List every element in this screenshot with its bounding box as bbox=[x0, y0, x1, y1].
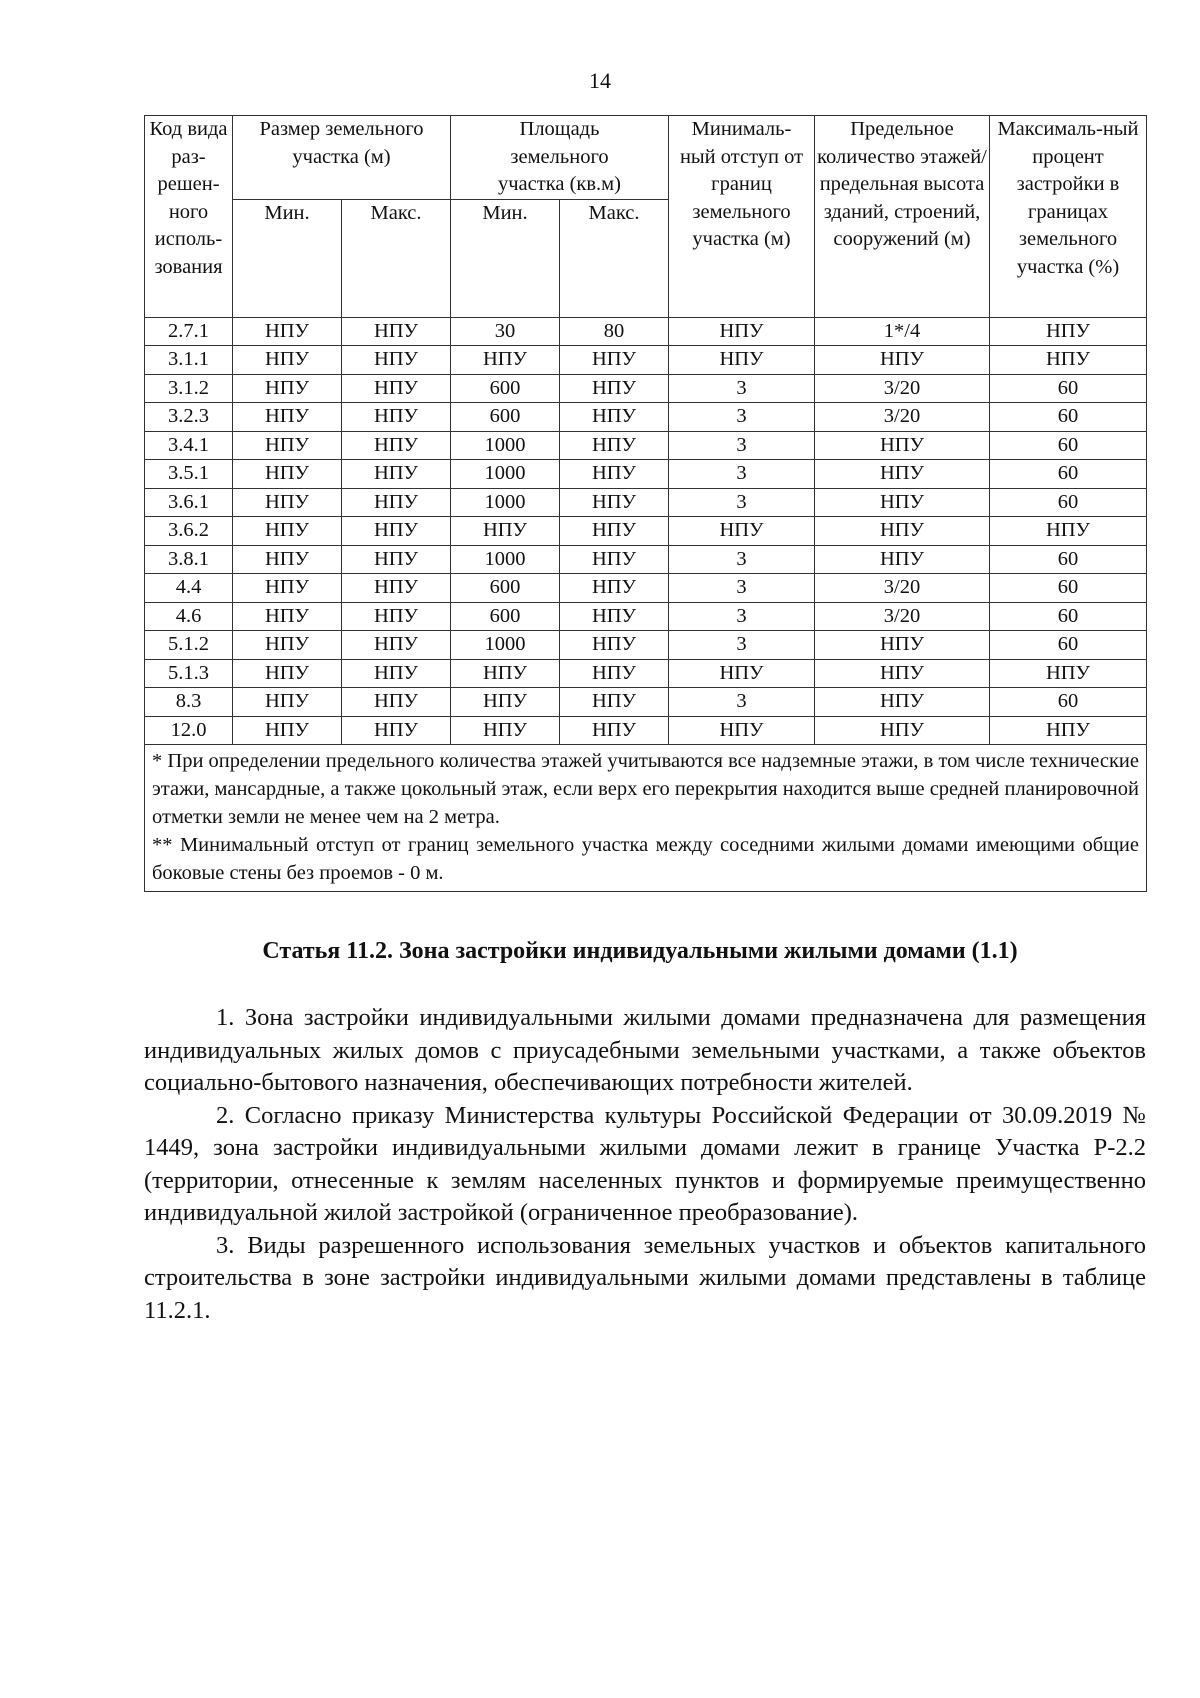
table-header bbox=[145, 116, 1147, 318]
cell-floors: НПУ bbox=[815, 688, 990, 717]
cell-area-min: НПУ bbox=[451, 688, 560, 717]
cell-size-min: НПУ bbox=[233, 688, 342, 717]
cell-code: 4.6 bbox=[145, 602, 233, 631]
cell-size-max: НПУ bbox=[342, 716, 451, 745]
cell-setback: НПУ bbox=[669, 517, 815, 546]
cell-floors: НПУ bbox=[815, 716, 990, 745]
table-footnotes bbox=[145, 745, 1147, 892]
cell-size-min: НПУ bbox=[233, 460, 342, 489]
cell-setback: НПУ bbox=[669, 659, 815, 688]
header-size-min: Мин. bbox=[233, 199, 342, 317]
header-setback: Минималь-ный отступ от границ земельного участка (м) bbox=[669, 116, 815, 318]
table-row bbox=[145, 631, 1147, 660]
header-code: Код вида раз-решен-ного исполь-зования bbox=[145, 116, 233, 318]
cell-area-min: 1000 bbox=[451, 431, 560, 460]
cell-setback: НПУ bbox=[669, 716, 815, 745]
cell-setback: НПУ bbox=[669, 346, 815, 375]
page-number: 14 bbox=[589, 68, 611, 93]
cell-size-max: НПУ bbox=[342, 317, 451, 346]
cell-size-max: НПУ bbox=[342, 374, 451, 403]
header-area-min: Мин. bbox=[451, 199, 560, 317]
header-area-group: Площадь земельного участка (кв.м) bbox=[451, 116, 669, 200]
cell-area-min: НПУ bbox=[451, 517, 560, 546]
cell-code: 5.1.2 bbox=[145, 631, 233, 660]
cell-coverage: НПУ bbox=[990, 659, 1147, 688]
cell-area-min: 30 bbox=[451, 317, 560, 346]
footnote-floors: * При определении предельного количества этажей учитываются все надземные этажи, в том числе технические этажи, мансардные, а также цокольный этаж, если верх его перекрытия находится выше средней планировочной отметки земли не менее чем на 2 метра. bbox=[152, 750, 1139, 828]
cell-size-max: НПУ bbox=[342, 631, 451, 660]
cell-area-min: НПУ bbox=[451, 659, 560, 688]
cell-coverage: НПУ bbox=[990, 517, 1147, 546]
article-body bbox=[144, 1002, 1146, 1327]
cell-setback: 3 bbox=[669, 431, 815, 460]
cell-area-max: НПУ bbox=[560, 403, 669, 432]
cell-size-min: НПУ bbox=[233, 346, 342, 375]
cell-setback: 3 bbox=[669, 488, 815, 517]
cell-coverage: 60 bbox=[990, 488, 1147, 517]
cell-area-min: НПУ bbox=[451, 716, 560, 745]
cell-floors: НПУ bbox=[815, 631, 990, 660]
cell-size-min: НПУ bbox=[233, 488, 342, 517]
cell-size-min: НПУ bbox=[233, 602, 342, 631]
article-paragraph: 2. Согласно приказу Министерства культуры Российской Федерации от 30.09.2019 № 1449, зона застройки индивидуальными жилыми домами лежит в границе Участка Р-2.2 (территории, отнесенные к землям населенных пунктов и формируемые преимущественно индивидуальной жилой застройкой (ограниченное преобразование). bbox=[144, 1101, 1146, 1226]
header-floors: Предельное количество этажей/ предельная высота зданий, строений, сооружений (м) bbox=[815, 116, 990, 318]
cell-size-min: НПУ bbox=[233, 517, 342, 546]
table-row bbox=[145, 602, 1147, 631]
cell-coverage: 60 bbox=[990, 545, 1147, 574]
cell-area-min: 1000 bbox=[451, 460, 560, 489]
cell-code: 3.6.2 bbox=[145, 517, 233, 546]
table-row bbox=[145, 488, 1147, 517]
cell-setback: НПУ bbox=[669, 317, 815, 346]
cell-area-max: НПУ bbox=[560, 602, 669, 631]
cell-floors: НПУ bbox=[815, 431, 990, 460]
cell-floors: 3/20 bbox=[815, 403, 990, 432]
cell-size-max: НПУ bbox=[342, 403, 451, 432]
cell-code: 3.2.3 bbox=[145, 403, 233, 432]
cell-size-min: НПУ bbox=[233, 574, 342, 603]
cell-code: 4.4 bbox=[145, 574, 233, 603]
cell-area-min: 600 bbox=[451, 574, 560, 603]
footnote-setback: ** Минимальный отступ от границ земельного участка между соседними жилыми домами имеющими общие боковые стены без проемов - 0 м. bbox=[152, 834, 1139, 884]
cell-setback: 3 bbox=[669, 374, 815, 403]
table-body bbox=[145, 317, 1147, 892]
header-size-group: Размер земельного участка (м) bbox=[233, 116, 451, 200]
cell-area-min: 1000 bbox=[451, 631, 560, 660]
cell-area-max: НПУ bbox=[560, 659, 669, 688]
cell-size-max: НПУ bbox=[342, 488, 451, 517]
cell-setback: 3 bbox=[669, 688, 815, 717]
cell-coverage: 60 bbox=[990, 688, 1147, 717]
cell-size-min: НПУ bbox=[233, 631, 342, 660]
cell-code: 3.1.1 bbox=[145, 346, 233, 375]
cell-setback: 3 bbox=[669, 574, 815, 603]
cell-coverage: НПУ bbox=[990, 346, 1147, 375]
article-title: Статья 11.2. Зона застройки индивидуальными жилыми домами (1.1) bbox=[262, 938, 1018, 964]
table-row bbox=[145, 431, 1147, 460]
table-row bbox=[145, 545, 1147, 574]
cell-size-min: НПУ bbox=[233, 716, 342, 745]
table-row bbox=[145, 688, 1147, 717]
cell-floors: НПУ bbox=[815, 545, 990, 574]
cell-area-max: 80 bbox=[560, 317, 669, 346]
cell-coverage: 60 bbox=[990, 431, 1147, 460]
cell-coverage: НПУ bbox=[990, 317, 1147, 346]
cell-coverage: 60 bbox=[990, 460, 1147, 489]
cell-size-max: НПУ bbox=[342, 431, 451, 460]
table-row bbox=[145, 716, 1147, 745]
cell-size-max: НПУ bbox=[342, 346, 451, 375]
cell-code: 2.7.1 bbox=[145, 317, 233, 346]
cell-size-max: НПУ bbox=[342, 545, 451, 574]
table-row bbox=[145, 659, 1147, 688]
cell-area-max: НПУ bbox=[560, 431, 669, 460]
cell-coverage: НПУ bbox=[990, 716, 1147, 745]
cell-code: 3.8.1 bbox=[145, 545, 233, 574]
cell-floors: НПУ bbox=[815, 488, 990, 517]
land-use-regulations-table bbox=[144, 115, 1147, 892]
cell-size-min: НПУ bbox=[233, 431, 342, 460]
cell-size-min: НПУ bbox=[233, 374, 342, 403]
table-row bbox=[145, 346, 1147, 375]
cell-area-max: НПУ bbox=[560, 346, 669, 375]
cell-size-max: НПУ bbox=[342, 517, 451, 546]
header-coverage: Максималь-ный процент застройки в границах земельного участка (%) bbox=[990, 116, 1147, 318]
cell-size-min: НПУ bbox=[233, 545, 342, 574]
cell-size-max: НПУ bbox=[342, 602, 451, 631]
cell-area-min: 600 bbox=[451, 403, 560, 432]
cell-size-max: НПУ bbox=[342, 460, 451, 489]
article-paragraph: 1. Зона застройки индивидуальными жилыми домами предназначена для размещения индивидуальных жилых домов с приусадебными земельными участками, а также объектов социально-бытового назначения, обеспечивающих потребности жителей. bbox=[144, 1004, 1146, 1096]
header-area-max: Макс. bbox=[560, 199, 669, 317]
cell-code: 5.1.3 bbox=[145, 659, 233, 688]
cell-floors: НПУ bbox=[815, 346, 990, 375]
cell-floors: 3/20 bbox=[815, 602, 990, 631]
cell-code: 3.6.1 bbox=[145, 488, 233, 517]
cell-area-min: 1000 bbox=[451, 545, 560, 574]
cell-area-max: НПУ bbox=[560, 716, 669, 745]
cell-code: 8.3 bbox=[145, 688, 233, 717]
cell-coverage: 60 bbox=[990, 403, 1147, 432]
cell-floors: НПУ bbox=[815, 659, 990, 688]
cell-coverage: 60 bbox=[990, 631, 1147, 660]
header-size-max: Макс. bbox=[342, 199, 451, 317]
cell-area-max: НПУ bbox=[560, 488, 669, 517]
cell-coverage: 60 bbox=[990, 602, 1147, 631]
cell-size-min: НПУ bbox=[233, 317, 342, 346]
cell-code: 3.1.2 bbox=[145, 374, 233, 403]
cell-floors: НПУ bbox=[815, 460, 990, 489]
table-row bbox=[145, 317, 1147, 346]
table-row bbox=[145, 460, 1147, 489]
table-row bbox=[145, 403, 1147, 432]
cell-floors: 3/20 bbox=[815, 374, 990, 403]
cell-area-min: 1000 bbox=[451, 488, 560, 517]
cell-setback: 3 bbox=[669, 602, 815, 631]
cell-size-max: НПУ bbox=[342, 688, 451, 717]
cell-code: 12.0 bbox=[145, 716, 233, 745]
cell-area-max: НПУ bbox=[560, 545, 669, 574]
cell-code: 3.4.1 bbox=[145, 431, 233, 460]
table-row bbox=[145, 517, 1147, 546]
cell-size-max: НПУ bbox=[342, 659, 451, 688]
cell-setback: 3 bbox=[669, 631, 815, 660]
table-footnote-row bbox=[145, 745, 1147, 892]
cell-coverage: 60 bbox=[990, 574, 1147, 603]
cell-setback: 3 bbox=[669, 403, 815, 432]
cell-area-max: НПУ bbox=[560, 574, 669, 603]
cell-setback: 3 bbox=[669, 545, 815, 574]
cell-size-min: НПУ bbox=[233, 659, 342, 688]
article-paragraph: 3. Виды разрешенного использования земельных участков и объектов капитального строительства в зоне застройки индивидуальными жилыми домами представлены в таблице 11.2.1. bbox=[144, 1231, 1146, 1324]
cell-floors: 1*/4 bbox=[815, 317, 990, 346]
cell-area-max: НПУ bbox=[560, 631, 669, 660]
cell-area-max: НПУ bbox=[560, 460, 669, 489]
cell-size-max: НПУ bbox=[342, 574, 451, 603]
cell-area-min: 600 bbox=[451, 374, 560, 403]
table-row bbox=[145, 374, 1147, 403]
cell-area-min: 600 bbox=[451, 602, 560, 631]
cell-setback: 3 bbox=[669, 460, 815, 489]
cell-code: 3.5.1 bbox=[145, 460, 233, 489]
cell-coverage: 60 bbox=[990, 374, 1147, 403]
cell-area-max: НПУ bbox=[560, 517, 669, 546]
cell-area-max: НПУ bbox=[560, 688, 669, 717]
table-row bbox=[145, 574, 1147, 603]
cell-area-max: НПУ bbox=[560, 374, 669, 403]
cell-size-min: НПУ bbox=[233, 403, 342, 432]
cell-area-min: НПУ bbox=[451, 346, 560, 375]
cell-floors: НПУ bbox=[815, 517, 990, 546]
cell-floors: 3/20 bbox=[815, 574, 990, 603]
